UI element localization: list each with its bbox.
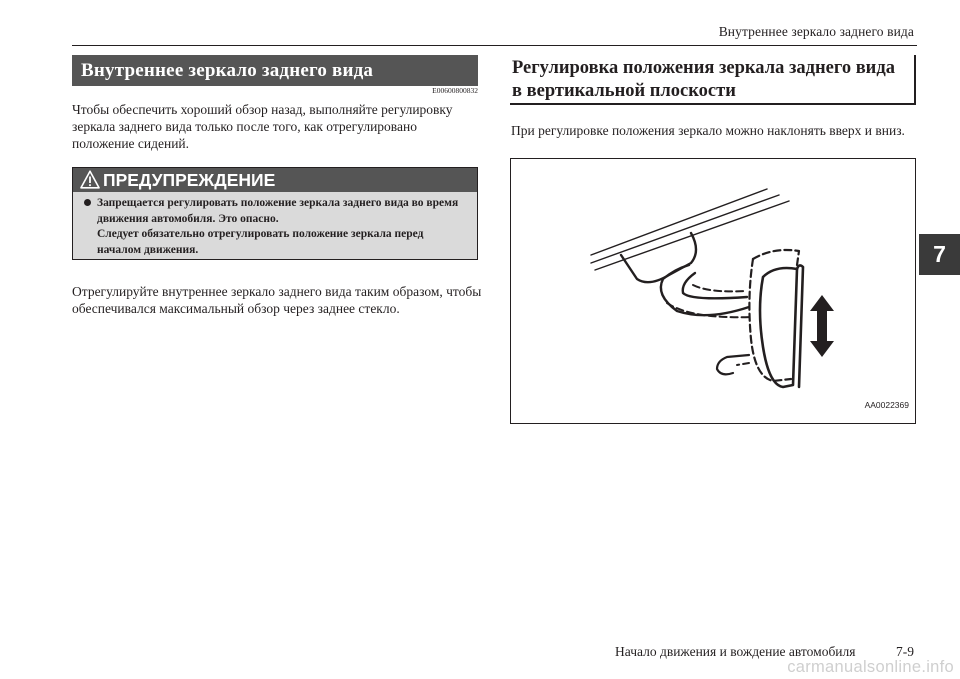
section-title-line-1: Регулировка положения зеркала заднего вида <box>512 58 895 78</box>
bullet-icon <box>84 199 91 206</box>
warning-box <box>72 167 478 260</box>
section-title-vertical-adjust <box>510 55 916 105</box>
windshield-line-middle <box>591 195 779 263</box>
warning-line-2: Следует обязательно отрегулировать положение зеркала перед началом движения. <box>97 228 424 256</box>
section-title-rear-mirror: Внутреннее зеркало заднего вида <box>72 55 478 86</box>
document-code: E00600800832 <box>432 86 478 95</box>
windshield-line-upper <box>591 189 767 255</box>
footer-chapter-title: Начало движения и вождение автомобиля <box>615 644 856 659</box>
adjust-paragraph: Отрегулируйте внутреннее зеркало заднего вида таким образом, чтобы обеспечивался максимальный обзор через заднее стекло. <box>72 284 482 316</box>
mirror-stem <box>661 265 749 315</box>
double-arrow-icon <box>810 295 834 357</box>
figure-id: AA0022369 <box>864 400 909 410</box>
watermark: carmanualsonline.info <box>787 658 954 676</box>
mirror-illustration <box>510 158 916 424</box>
mirror-body-alt <box>749 259 791 381</box>
page-number: 7-9 <box>896 644 914 659</box>
running-head: Внутреннее зеркало заднего вида <box>718 24 914 39</box>
mirror-drawing <box>511 159 917 425</box>
warning-header <box>73 168 477 192</box>
warning-triangle-icon <box>80 170 100 189</box>
warning-text <box>97 196 467 258</box>
mirror-body <box>760 268 797 387</box>
intro-paragraph: Чтобы обеспечить хороший обзор назад, выполняйте регулировку зеркала заднего вида только после того, как отрегулировано положение сидений. <box>72 102 453 151</box>
warning-line-1: Запрещается регулировать положение зеркала заднего вида во время движения автомобиля. Это опасно. <box>97 197 459 225</box>
section-title-line-2: в вертикальной плоскости <box>512 81 736 101</box>
header-rule <box>72 45 917 46</box>
chapter-tab: 7 <box>919 234 960 275</box>
warning-title: ПРЕДУПРЕЖДЕНИЕ <box>103 170 276 190</box>
mirror-mount <box>621 233 696 282</box>
tilt-paragraph: При регулировке положения зеркало можно наклонять вверх и вниз. <box>511 123 905 138</box>
